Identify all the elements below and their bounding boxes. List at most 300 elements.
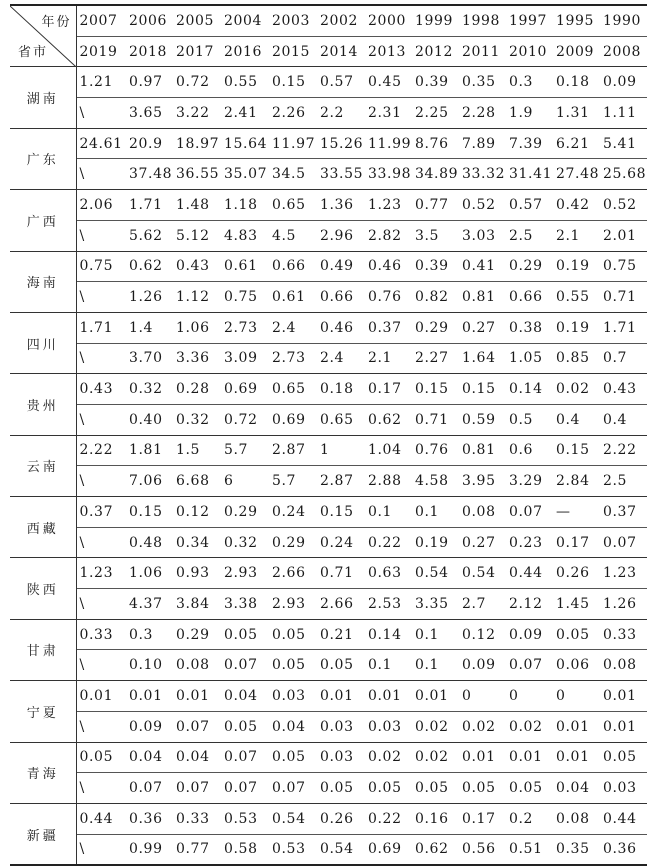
value-cell: 0.75 xyxy=(221,282,269,313)
value-cell: 0.44 xyxy=(506,558,553,589)
year-header-cell: 2018 xyxy=(126,36,173,67)
value-cell: 0.08 xyxy=(173,650,221,681)
value-cell: 2.82 xyxy=(365,220,412,251)
value-cell: 2.25 xyxy=(412,98,459,129)
table-row xyxy=(10,527,647,558)
value-cell: 0.6 xyxy=(506,435,553,466)
value-cell: 0.48 xyxy=(126,527,173,558)
province-name-cell: 甘肃 xyxy=(10,619,76,680)
value-cell: 0.46 xyxy=(365,251,412,282)
value-cell: 0.08 xyxy=(600,650,647,681)
value-cell: 0.66 xyxy=(506,282,553,313)
value-cell: 0.02 xyxy=(412,711,459,742)
value-cell: 0.54 xyxy=(269,803,317,834)
value-cell: 27.48 xyxy=(553,159,600,190)
value-cell: 5.7 xyxy=(269,466,317,497)
value-cell: 37.48 xyxy=(126,159,173,190)
value-cell: 0.1 xyxy=(412,619,459,650)
value-cell: 0.81 xyxy=(459,282,506,313)
value-cell: 0.1 xyxy=(412,650,459,681)
value-cell: 0.66 xyxy=(317,282,365,313)
value-cell: 0.01 xyxy=(126,681,173,712)
value-cell: 3.29 xyxy=(506,466,553,497)
value-cell: 0.1 xyxy=(412,497,459,528)
year-header-cell: 2006 xyxy=(126,5,173,36)
value-cell: 6.68 xyxy=(173,466,221,497)
value-cell: 0.06 xyxy=(553,650,600,681)
value-cell: 0.07 xyxy=(126,773,173,804)
value-cell: 0.18 xyxy=(553,67,600,98)
value-cell: 2.66 xyxy=(269,558,317,589)
value-cell: 0.34 xyxy=(173,527,221,558)
table-row xyxy=(10,711,647,742)
year-header-cell: 2019 xyxy=(76,36,126,67)
corner-header-cell xyxy=(10,5,76,67)
value-cell: 0.82 xyxy=(412,282,459,313)
value-cell: 2.26 xyxy=(269,98,317,129)
value-cell: 0.19 xyxy=(412,527,459,558)
value-cell: 0.54 xyxy=(317,834,365,865)
value-cell: \ xyxy=(76,527,126,558)
value-cell: 0.05 xyxy=(269,742,317,773)
value-cell: 2.31 xyxy=(365,98,412,129)
province-name-cell: 四川 xyxy=(10,312,76,373)
value-cell: \ xyxy=(76,159,126,190)
value-cell: 2.87 xyxy=(317,466,365,497)
value-cell: 1.23 xyxy=(600,558,647,589)
value-cell: 0.75 xyxy=(600,251,647,282)
value-cell: 0 xyxy=(459,681,506,712)
value-cell: 0.04 xyxy=(553,773,600,804)
value-cell: 0.5 xyxy=(506,404,553,435)
table-row xyxy=(10,435,647,466)
value-cell: 1.04 xyxy=(365,435,412,466)
value-cell: 0.41 xyxy=(459,251,506,282)
year-header-cell: 2010 xyxy=(506,36,553,67)
table-row xyxy=(10,220,647,251)
table-row xyxy=(10,466,647,497)
value-cell: 0.76 xyxy=(365,282,412,313)
value-cell: 2.5 xyxy=(600,466,647,497)
header-row-bottom xyxy=(10,36,647,67)
value-cell: 11.97 xyxy=(269,128,317,159)
value-cell: 2.73 xyxy=(221,312,269,343)
value-cell: 2.2 xyxy=(317,98,365,129)
table-row xyxy=(10,159,647,190)
value-cell: 5.7 xyxy=(221,435,269,466)
value-cell: 2.87 xyxy=(269,435,317,466)
value-cell: 24.61 xyxy=(76,128,126,159)
year-header-cell: 2003 xyxy=(269,5,317,36)
value-cell: 0.29 xyxy=(221,497,269,528)
year-header-cell: 2012 xyxy=(412,36,459,67)
value-cell: 0.01 xyxy=(317,681,365,712)
table-body xyxy=(10,5,647,865)
value-cell: 25.68 xyxy=(600,159,647,190)
table-row xyxy=(10,619,647,650)
year-header-cell: 1995 xyxy=(553,5,600,36)
value-cell: 0.07 xyxy=(221,742,269,773)
value-cell: 34.89 xyxy=(412,159,459,190)
value-cell: 3.5 xyxy=(412,220,459,251)
table-row xyxy=(10,742,647,773)
value-cell: 0.57 xyxy=(506,190,553,221)
value-cell: 1.64 xyxy=(459,343,506,374)
data-table xyxy=(10,4,647,866)
value-cell: 0.05 xyxy=(221,711,269,742)
value-cell: 0.77 xyxy=(173,834,221,865)
value-cell: 1.05 xyxy=(506,343,553,374)
value-cell: 0.22 xyxy=(365,527,412,558)
value-cell: 0.27 xyxy=(459,312,506,343)
value-cell: 0.27 xyxy=(459,527,506,558)
value-cell: 0.05 xyxy=(76,742,126,773)
table-row xyxy=(10,67,647,98)
year-header-cell: 2002 xyxy=(317,5,365,36)
value-cell: 0.15 xyxy=(317,497,365,528)
value-cell: 2.5 xyxy=(506,220,553,251)
value-cell: 0.19 xyxy=(553,251,600,282)
value-cell: 0.05 xyxy=(412,773,459,804)
value-cell: 0.39 xyxy=(412,67,459,98)
province-name-cell: 海南 xyxy=(10,251,76,312)
table-row xyxy=(10,773,647,804)
value-cell: 0.02 xyxy=(412,742,459,773)
value-cell: 2.53 xyxy=(365,589,412,620)
value-cell: 0.37 xyxy=(76,497,126,528)
value-cell: 2.4 xyxy=(269,312,317,343)
value-cell: 3.95 xyxy=(459,466,506,497)
value-cell: 4.37 xyxy=(126,589,173,620)
value-cell: 0.35 xyxy=(553,834,600,865)
value-cell: 2.1 xyxy=(553,220,600,251)
value-cell: 0.33 xyxy=(173,803,221,834)
value-cell: 0.04 xyxy=(269,711,317,742)
table-row xyxy=(10,681,647,712)
value-cell: 20.9 xyxy=(126,128,173,159)
table-row xyxy=(10,128,647,159)
value-cell: 0.03 xyxy=(600,773,647,804)
year-header-cell: 2009 xyxy=(553,36,600,67)
province-name-cell: 宁夏 xyxy=(10,681,76,742)
value-cell: 0.53 xyxy=(269,834,317,865)
value-cell: 1.18 xyxy=(221,190,269,221)
value-cell: 1.06 xyxy=(126,558,173,589)
table-row xyxy=(10,251,647,282)
value-cell: 0.14 xyxy=(506,374,553,405)
value-cell: 1.11 xyxy=(600,98,647,129)
value-cell: 0.24 xyxy=(317,527,365,558)
table-row xyxy=(10,497,647,528)
year-header-cell: 1997 xyxy=(506,5,553,36)
value-cell: 0.10 xyxy=(126,650,173,681)
value-cell: 0.66 xyxy=(269,251,317,282)
value-cell: 0.04 xyxy=(126,742,173,773)
value-cell: 0.85 xyxy=(553,343,600,374)
value-cell: 0.57 xyxy=(317,67,365,98)
value-cell: 0.02 xyxy=(553,374,600,405)
value-cell: 6.21 xyxy=(553,128,600,159)
value-cell: 0.02 xyxy=(365,742,412,773)
value-cell: 33.55 xyxy=(317,159,365,190)
value-cell: 0.07 xyxy=(221,773,269,804)
value-cell: 0.32 xyxy=(221,527,269,558)
value-cell: 0.35 xyxy=(459,67,506,98)
value-cell: 0.29 xyxy=(173,619,221,650)
value-cell: 0.05 xyxy=(365,773,412,804)
year-header-cell: 2014 xyxy=(317,36,365,67)
year-header-cell: 2007 xyxy=(76,5,126,36)
value-cell: 0.15 xyxy=(269,67,317,98)
value-cell: 0.69 xyxy=(365,834,412,865)
value-cell: 3.09 xyxy=(221,343,269,374)
value-cell: 2.12 xyxy=(506,589,553,620)
value-cell: 0.05 xyxy=(459,773,506,804)
value-cell: 2.22 xyxy=(76,435,126,466)
value-cell: 1.06 xyxy=(173,312,221,343)
province-name-cell: 湖南 xyxy=(10,67,76,128)
value-cell: 15.64 xyxy=(221,128,269,159)
value-cell: 3.70 xyxy=(126,343,173,374)
value-cell: 0.02 xyxy=(506,711,553,742)
value-cell: 0.75 xyxy=(76,251,126,282)
year-header-cell: 2013 xyxy=(365,36,412,67)
value-cell: 7.06 xyxy=(126,466,173,497)
table-row xyxy=(10,374,647,405)
year-header-cell: 2016 xyxy=(221,36,269,67)
value-cell: 36.55 xyxy=(173,159,221,190)
value-cell: 0.63 xyxy=(365,558,412,589)
value-cell: 0.07 xyxy=(600,527,647,558)
value-cell: 0.29 xyxy=(412,312,459,343)
value-cell: 0.99 xyxy=(126,834,173,865)
value-cell: 0.37 xyxy=(365,312,412,343)
value-cell: 0.62 xyxy=(126,251,173,282)
value-cell: 0.02 xyxy=(459,711,506,742)
value-cell: 2.84 xyxy=(553,466,600,497)
value-cell: 2.28 xyxy=(459,98,506,129)
value-cell: 0.28 xyxy=(173,374,221,405)
province-name-cell: 广西 xyxy=(10,190,76,251)
year-header-cell: 1998 xyxy=(459,5,506,36)
value-cell: 0.01 xyxy=(600,681,647,712)
value-cell: 0.07 xyxy=(506,650,553,681)
value-cell: 0.01 xyxy=(173,681,221,712)
value-cell: 0.44 xyxy=(600,803,647,834)
value-cell: 2.93 xyxy=(269,589,317,620)
value-cell: 0.22 xyxy=(365,803,412,834)
table-row xyxy=(10,650,647,681)
value-cell: 0.05 xyxy=(317,773,365,804)
value-cell: 0.97 xyxy=(126,67,173,98)
value-cell: 0.62 xyxy=(365,404,412,435)
table-row xyxy=(10,404,647,435)
value-cell: 2.1 xyxy=(365,343,412,374)
table-row xyxy=(10,282,647,313)
year-header-cell: 2008 xyxy=(600,36,647,67)
value-cell: 0.76 xyxy=(412,435,459,466)
table-row xyxy=(10,312,647,343)
value-cell: 0.58 xyxy=(221,834,269,865)
value-cell: 0.61 xyxy=(269,282,317,313)
value-cell: 0.40 xyxy=(126,404,173,435)
value-cell: \ xyxy=(76,773,126,804)
value-cell: 0.14 xyxy=(365,619,412,650)
value-cell: 1.26 xyxy=(600,589,647,620)
value-cell: \ xyxy=(76,711,126,742)
value-cell: 0.15 xyxy=(126,497,173,528)
value-cell: 3.84 xyxy=(173,589,221,620)
table-row xyxy=(10,343,647,374)
value-cell: 2.27 xyxy=(412,343,459,374)
value-cell: 0.55 xyxy=(221,67,269,98)
value-cell: 0.09 xyxy=(506,619,553,650)
value-cell: 0.01 xyxy=(365,681,412,712)
year-header-cell: 2011 xyxy=(459,36,506,67)
value-cell: 7.89 xyxy=(459,128,506,159)
value-cell: 0.05 xyxy=(269,650,317,681)
value-cell: 1.81 xyxy=(126,435,173,466)
value-cell: 0.33 xyxy=(600,619,647,650)
value-cell: 4.58 xyxy=(412,466,459,497)
value-cell: 0.52 xyxy=(600,190,647,221)
value-cell: 4.83 xyxy=(221,220,269,251)
header-row-top xyxy=(10,5,647,36)
value-cell: 2.4 xyxy=(317,343,365,374)
year-header-cell: 2005 xyxy=(173,5,221,36)
value-cell: 0.39 xyxy=(412,251,459,282)
value-cell: 0.71 xyxy=(412,404,459,435)
value-cell: 35.07 xyxy=(221,159,269,190)
value-cell: 0.03 xyxy=(317,711,365,742)
value-cell: 0.54 xyxy=(459,558,506,589)
province-name-cell: 贵州 xyxy=(10,374,76,435)
value-cell: 0.12 xyxy=(173,497,221,528)
value-cell: 0.24 xyxy=(269,497,317,528)
value-cell: 0.62 xyxy=(412,834,459,865)
value-cell: 0.29 xyxy=(269,527,317,558)
value-cell: 5.12 xyxy=(173,220,221,251)
value-cell: 1.71 xyxy=(600,312,647,343)
value-cell: 0.12 xyxy=(459,619,506,650)
value-cell: 0.33 xyxy=(76,619,126,650)
corner-year-label: 年份 xyxy=(41,15,72,30)
value-cell: 0.3 xyxy=(506,67,553,98)
value-cell: 0.09 xyxy=(459,650,506,681)
value-cell: 0.53 xyxy=(221,803,269,834)
value-cell: 0.23 xyxy=(506,527,553,558)
value-cell: 0.08 xyxy=(459,497,506,528)
value-cell: 0.15 xyxy=(459,374,506,405)
value-cell: 0.45 xyxy=(365,67,412,98)
table-row xyxy=(10,190,647,221)
value-cell: 1.4 xyxy=(126,312,173,343)
value-cell: 0.07 xyxy=(221,650,269,681)
value-cell: 11.99 xyxy=(365,128,412,159)
value-cell: 0.36 xyxy=(126,803,173,834)
value-cell: 3.36 xyxy=(173,343,221,374)
value-cell: 0.65 xyxy=(317,404,365,435)
value-cell: 0.01 xyxy=(412,681,459,712)
value-cell: 0.46 xyxy=(317,312,365,343)
year-header-cell: 1990 xyxy=(600,5,647,36)
value-cell: 1 xyxy=(317,435,365,466)
value-cell: 3.65 xyxy=(126,98,173,129)
value-cell: 1.9 xyxy=(506,98,553,129)
table-row xyxy=(10,589,647,620)
value-cell: 0.55 xyxy=(553,282,600,313)
value-cell: 0.65 xyxy=(269,190,317,221)
value-cell: 15.26 xyxy=(317,128,365,159)
value-cell: 0.81 xyxy=(459,435,506,466)
value-cell: 7.39 xyxy=(506,128,553,159)
value-cell: 0.07 xyxy=(173,773,221,804)
value-cell: 0.05 xyxy=(317,650,365,681)
value-cell: \ xyxy=(76,834,126,865)
value-cell: 2.93 xyxy=(221,558,269,589)
value-cell: 0.52 xyxy=(459,190,506,221)
value-cell: 0.32 xyxy=(173,404,221,435)
value-cell: 0.38 xyxy=(506,312,553,343)
value-cell: 0.04 xyxy=(221,681,269,712)
value-cell: \ xyxy=(76,220,126,251)
value-cell: 0.19 xyxy=(553,312,600,343)
value-cell: 3.35 xyxy=(412,589,459,620)
province-name-cell: 青海 xyxy=(10,742,76,803)
value-cell: 0.01 xyxy=(553,742,600,773)
value-cell: 0.07 xyxy=(269,773,317,804)
province-name-cell: 西藏 xyxy=(10,497,76,558)
value-cell: 0.69 xyxy=(269,404,317,435)
value-cell: 0.42 xyxy=(553,190,600,221)
value-cell: 1.31 xyxy=(553,98,600,129)
value-cell: 0.26 xyxy=(317,803,365,834)
province-name-cell: 陕西 xyxy=(10,558,76,619)
value-cell: 1.71 xyxy=(76,312,126,343)
value-cell: 0.71 xyxy=(317,558,365,589)
value-cell: 0.18 xyxy=(317,374,365,405)
value-cell: 18.97 xyxy=(173,128,221,159)
value-cell: 0.43 xyxy=(76,374,126,405)
province-name-cell: 云南 xyxy=(10,435,76,496)
value-cell: 0.01 xyxy=(600,711,647,742)
value-cell: \ xyxy=(76,404,126,435)
value-cell: 3.03 xyxy=(459,220,506,251)
value-cell: \ xyxy=(76,98,126,129)
value-cell: 0.01 xyxy=(459,742,506,773)
value-cell: 1.45 xyxy=(553,589,600,620)
year-header-cell: 2017 xyxy=(173,36,221,67)
value-cell: 0.05 xyxy=(506,773,553,804)
value-cell: 1.36 xyxy=(317,190,365,221)
value-cell: 0.09 xyxy=(126,711,173,742)
corner-province-label: 省市 xyxy=(18,45,49,61)
value-cell: 3.22 xyxy=(173,98,221,129)
year-header-cell: 1999 xyxy=(412,5,459,36)
value-cell: 0.77 xyxy=(412,190,459,221)
value-cell: 0.36 xyxy=(600,834,647,865)
value-cell: 2.41 xyxy=(221,98,269,129)
year-header-cell: 2015 xyxy=(269,36,317,67)
value-cell: 31.41 xyxy=(506,159,553,190)
value-cell: 0.01 xyxy=(506,742,553,773)
value-cell: 0.43 xyxy=(173,251,221,282)
value-cell: 2.06 xyxy=(76,190,126,221)
value-cell: 0.17 xyxy=(365,374,412,405)
value-cell: 0.56 xyxy=(459,834,506,865)
value-cell: \ xyxy=(76,589,126,620)
value-cell: 1.21 xyxy=(76,67,126,98)
